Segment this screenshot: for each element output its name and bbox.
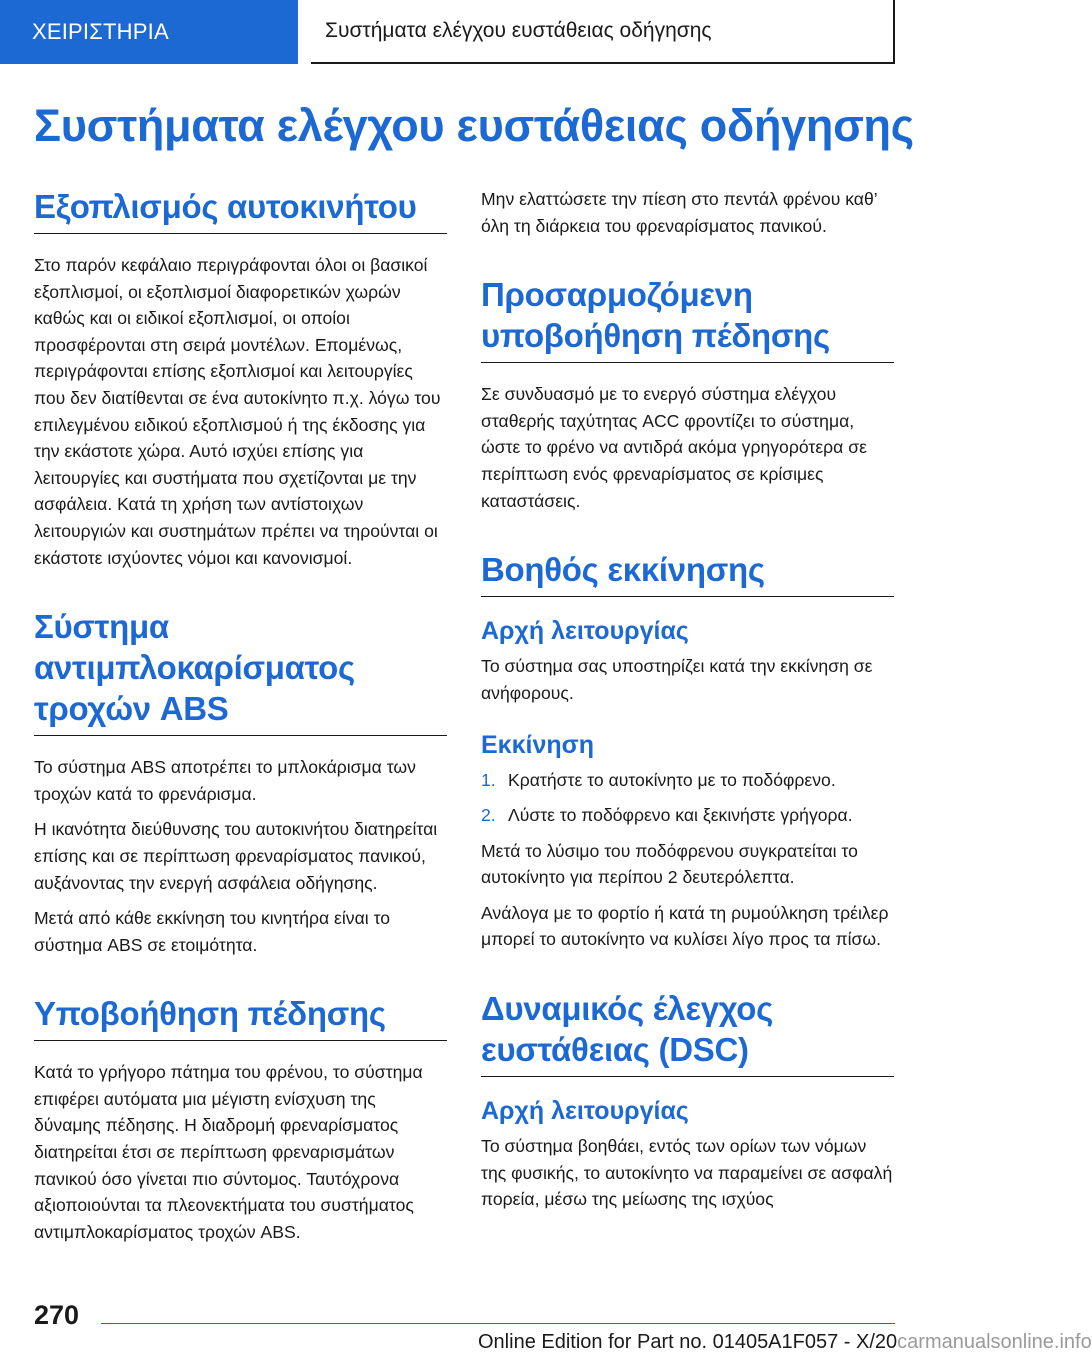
page-number: 270 [34, 1300, 80, 1330]
abs-text-2: Η ικανότητα διεύθυνσης του αυτοκινήτου διατηρείται επίσης και σε περίπτωση φρεναρίσματος πανικού, αυξάνοντας την ενεργή ασφάλεια οδήγησης. [34, 819, 438, 893]
list-item [481, 767, 894, 794]
heading-dsc: Δυναμικός έλεγχος ευστάθειας (DSC) [481, 988, 894, 1077]
start-steps [481, 767, 894, 828]
left-column [34, 186, 447, 1254]
list-item [481, 802, 894, 829]
subheading-start: Εκκίνηση [481, 731, 595, 760]
step-text: Κρατήστε το αυτοκίνητο με το ποδόφρενο. [508, 770, 836, 791]
subheading-principle: Αρχή λειτουργίας [481, 617, 689, 646]
heading-abs: Σύστημα αντιμπλοκαρίσματος τροχών ABS [34, 606, 447, 736]
equipment-text: Στο παρόν κεφάλαιο περιγράφονται όλοι οι βασικοί εξοπλισμοί, οι εξοπλισμοί διαφορετικών χωρών καθώς και οι ειδικοί εξοπλισμοί, οι οποίοι προσφέρονται στη σειρά μοντέλων. Επομένως, περιγράφονται επίσης εξοπλισμοί και λειτουργίες που δεν διατίθενται σε ένα αυτοκίνητο π.χ. λόγω του επιλεγμένου ειδικού εξοπλισμού ή της έκδοσης για την εκάστοτε χώρα. Αυτό ισχύει επίσης για λειτουργίες και συστήματα που σχετίζονται με την ασφάλεια. Κατά τη χρήση των αντίστοιχων λειτουργιών και συστημάτων πρέπει να τηρούνται οι εκάστοτε ισχύοντες νόμοι και κανονισμοί. [34, 255, 441, 568]
footer-divider [101, 1323, 895, 1324]
subheading-dsc-principle: Αρχή λειτουργίας [481, 1096, 689, 1125]
watermark: carmanualsonline.info [897, 1331, 1092, 1353]
brake-assist-continuation: Μην ελαττώσετε την πίεση στο πεντάλ φρένου καθ’ όλη τη διάρκεια του φρεναρίσματος πανικού. [481, 189, 877, 236]
heading-vehicle-equipment: Εξοπλισμός αυτοκινήτου [34, 186, 447, 234]
step-number: 2. [481, 804, 496, 825]
footer-edition [478, 1331, 1092, 1354]
hill-start-text-2: Ανάλογα με το φορτίο ή κατά τη ρυμούλκηση τρέιλερ μπορεί το αυτοκίνητο να κυλίσει λίγο προς τα πίσω. [481, 902, 889, 950]
abs-text-1: Το σύστημα ABS αποτρέπει το μπλοκάρισμα των τροχών κατά το φρενάρισμα. [34, 757, 416, 804]
right-column [481, 186, 894, 1222]
page-title: Συστήματα ελέγχου ευστάθειας οδήγησης [34, 100, 914, 151]
heading-hill-start-assist: Βοηθός εκκίνησης [481, 549, 894, 597]
section-header: Συστήματα ελέγχου ευστάθειας οδήγησης [311, 0, 895, 64]
adaptive-text: Σε συνδυασμό με το ενεργό σύστημα ελέγχου σταθερής ταχύτητας ACC φροντίζει το σύστημα, ώστε το φρένο να αντιδρά ακόμα γρηγορότερα σε περίπτωση ενός φρεναρίσματος σε κρίσιμες καταστάσεις. [481, 384, 867, 511]
abs-text-3: Μετά από κάθε εκκίνηση του κινητήρα είναι το σύστημα ABS σε ετοιμότητα. [34, 908, 391, 955]
chapter-tab: ΧΕΙΡΙΣΤΗΡΙΑ [0, 0, 298, 64]
dsc-text: Το σύστημα βοηθάει, εντός των ορίων των νόμων της φυσικής, το αυτοκίνητο να παραμείνει σε ασφαλή πορεία, μέσω της μείωσης της ισχύος [481, 1135, 893, 1210]
hill-start-principle-text: Το σύστημα σας υποστηρίζει κατά την εκκίνηση σε ανήφορους. [481, 656, 873, 703]
heading-brake-assist: Υποβοήθηση πέδησης [34, 993, 447, 1041]
hill-start-text-1: Μετά το λύσιμο του ποδόφρενου συγκρατείται το αυτοκίνητο για περίπου 2 δευτερόλεπτα. [481, 840, 858, 888]
edition-text: Online Edition for Part no. 01405A1F057 - X/20 [478, 1331, 898, 1353]
step-text: Λύστε το ποδόφρενο και ξεκινήστε γρήγορα. [508, 804, 853, 825]
step-number: 1. [481, 770, 496, 791]
brake-assist-text: Κατά το γρήγορο πάτημα του φρένου, το σύστημα επιφέρει αυτόματα μια μέγιστη ενίσχυση της δύναμης πέδησης. Η διαδρομή φρεναρίσματος διατηρείται έτσι σε περίπτωση φρεναρισμάτων πανικού όσο γίνεται πιο σύντομος. Ταυτόχρονα αξιοποιούνται τα πλεονεκτήματα του συστήματος αντιμπλοκαρίσματος τροχών ABS. [34, 1062, 423, 1242]
heading-adaptive-brake-assist: Προσαρμοζόμενη υποβοήθηση πέδησης [481, 274, 894, 363]
